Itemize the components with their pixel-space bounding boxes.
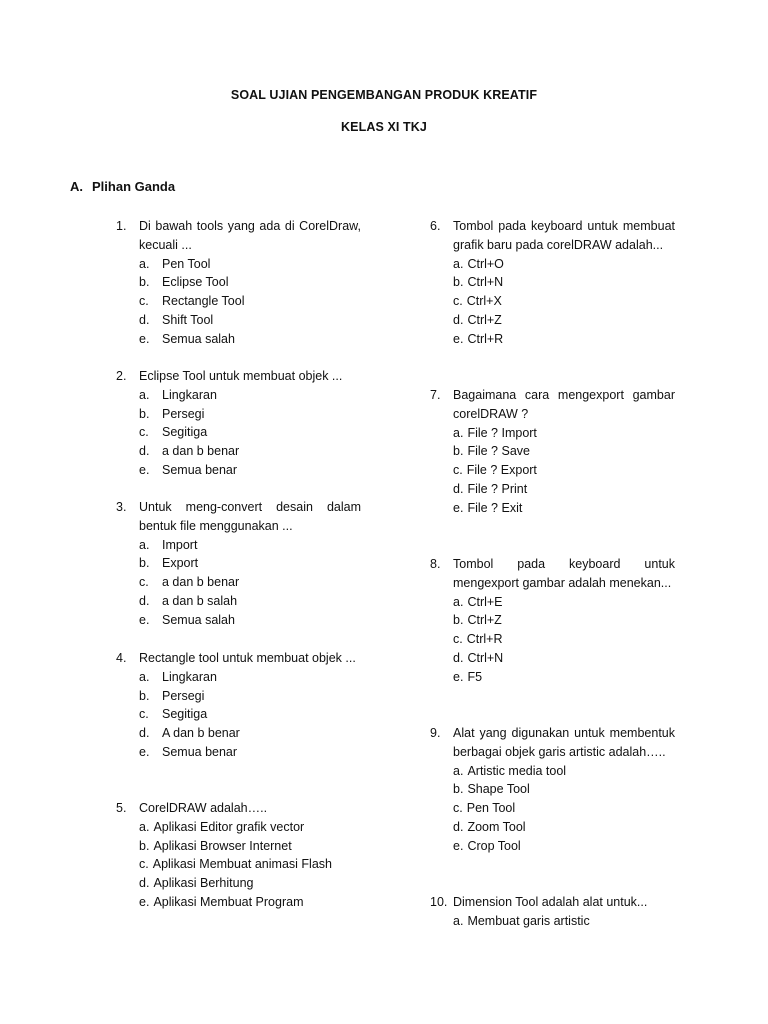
option-d: [139, 592, 361, 611]
option-text: Pen Tool: [162, 256, 211, 271]
option-letter: b.: [453, 275, 464, 290]
option-letter: c.: [453, 463, 463, 478]
question-number: 6.: [430, 219, 441, 233]
question-3: [116, 498, 361, 630]
option-letter: a.: [139, 669, 150, 684]
option-c: [139, 705, 361, 724]
option-letter: e.: [139, 744, 150, 759]
option-a: [453, 912, 675, 931]
option-c: [139, 423, 361, 442]
option-letter: c.: [453, 294, 463, 309]
question-1: [116, 217, 361, 349]
option-d: [453, 480, 675, 499]
option-letter: d.: [453, 819, 464, 834]
option-letter: b.: [139, 688, 150, 703]
option-e: [453, 330, 675, 349]
question-5: [116, 799, 361, 912]
question-6: [430, 217, 675, 349]
option-text: File ? Exit: [467, 500, 523, 515]
option-letter: b.: [139, 406, 150, 421]
option-b: [453, 273, 675, 292]
option-c: [453, 461, 675, 480]
question-text: Di bawah tools yang ada di CorelDraw, kecuali ...: [139, 219, 361, 252]
option-text: Segitiga: [162, 707, 208, 722]
option-d: [453, 649, 675, 668]
option-letter: c.: [139, 575, 149, 590]
option-text: Semua benar: [162, 462, 238, 477]
option-letter: a.: [139, 387, 150, 402]
option-letter: a.: [453, 425, 464, 440]
option-e: [139, 611, 361, 630]
option-letter: e.: [139, 331, 150, 346]
option-letter: c.: [453, 632, 463, 647]
option-letter: a.: [453, 256, 464, 271]
option-text: Persegi: [162, 406, 205, 421]
option-letter: c.: [139, 707, 149, 722]
option-a: [453, 255, 675, 274]
question-number: 7.: [430, 388, 441, 402]
option-letter: c.: [139, 425, 149, 440]
option-text: Aplikasi Editor grafik vector: [153, 819, 305, 834]
option-letter: b.: [139, 556, 150, 571]
option-a: [139, 668, 361, 687]
question-text: CorelDRAW adalah…..: [139, 801, 268, 815]
option-letter: b.: [139, 275, 150, 290]
option-letter: c.: [453, 801, 463, 816]
option-text: Zoom Tool: [467, 819, 526, 834]
option-b: [453, 611, 675, 630]
option-text: Ctrl+O: [467, 256, 504, 271]
option-c: [453, 799, 675, 818]
option-e: [139, 461, 361, 480]
option-a: [453, 762, 675, 781]
option-letter: e.: [453, 669, 464, 684]
option-letter: d.: [453, 650, 464, 665]
question-9: [430, 724, 675, 856]
option-text: File ? Print: [467, 481, 528, 496]
option-letter: e.: [139, 462, 150, 477]
option-c: [453, 630, 675, 649]
option-letter: d.: [139, 593, 150, 608]
option-text: Ctrl+X: [466, 294, 502, 309]
section-title: Plihan Ganda: [92, 179, 176, 194]
option-c: [139, 292, 361, 311]
option-text: Artistic media tool: [467, 763, 567, 778]
option-text: Shift Tool: [162, 312, 214, 327]
option-letter: d.: [139, 876, 150, 891]
option-text: Membuat garis artistic: [467, 913, 590, 928]
option-e: [139, 330, 361, 349]
option-b: [139, 405, 361, 424]
option-letter: e.: [453, 331, 464, 346]
option-letter: a.: [139, 819, 150, 834]
option-text: Pen Tool: [466, 801, 516, 816]
question-number: 10.: [430, 895, 448, 909]
option-letter: b.: [453, 444, 464, 459]
option-d: [139, 724, 361, 743]
option-text: a dan b salah: [162, 593, 238, 608]
option-d: [453, 818, 675, 837]
option-letter: d.: [139, 312, 150, 327]
section-heading: [70, 179, 175, 194]
option-e: [453, 668, 675, 687]
option-letter: b.: [453, 613, 464, 628]
option-text: A dan b benar: [162, 726, 240, 741]
option-text: Persegi: [162, 688, 205, 703]
option-c: [139, 855, 361, 874]
question-text: Dimension Tool adalah alat untuk...: [453, 895, 648, 909]
option-b: [453, 442, 675, 461]
option-letter: e.: [453, 500, 464, 515]
option-letter: d.: [453, 312, 464, 327]
question-text: Alat yang digunakan untuk membentuk berbagai objek garis artistic adalah…..: [453, 726, 675, 759]
option-text: Export: [162, 556, 199, 571]
question-number: 3.: [116, 500, 127, 514]
option-text: Crop Tool: [467, 838, 521, 853]
option-a: [453, 424, 675, 443]
option-letter: a.: [139, 537, 150, 552]
option-text: Aplikasi Browser Internet: [153, 838, 292, 853]
option-letter: b.: [453, 782, 464, 797]
option-text: Segitiga: [162, 425, 208, 440]
option-d: [139, 311, 361, 330]
option-c: [139, 573, 361, 592]
option-letter: d.: [139, 726, 150, 741]
question-number: 2.: [116, 369, 127, 383]
question-8: [430, 555, 675, 687]
option-text: File ? Save: [467, 444, 530, 459]
option-e: [139, 893, 361, 912]
option-text: Ctrl+R: [467, 331, 504, 346]
option-d: [453, 311, 675, 330]
option-b: [139, 687, 361, 706]
option-text: Rectangle Tool: [162, 294, 245, 309]
option-text: Import: [162, 537, 198, 552]
option-letter: d.: [139, 444, 150, 459]
option-text: File ? Import: [467, 425, 537, 440]
option-c: [453, 292, 675, 311]
option-e: [139, 743, 361, 762]
question-text: Bagaimana cara mengexport gambar corelDRAW ?: [453, 388, 675, 421]
question-number: 9.: [430, 726, 441, 740]
document-subtitle: KELAS XI TKJ: [341, 120, 427, 134]
option-letter: e.: [453, 838, 464, 853]
question-text: Eclipse Tool untuk membuat objek ...: [139, 369, 343, 383]
question-number: 1.: [116, 219, 127, 233]
question-text: Untuk meng-convert desain dalam bentuk file menggunakan ...: [139, 500, 361, 533]
section-letter: A.: [70, 179, 83, 194]
option-text: a dan b benar: [162, 575, 240, 590]
option-letter: d.: [453, 481, 464, 496]
option-text: a dan b benar: [162, 444, 240, 459]
option-a: [139, 386, 361, 405]
question-number: 8.: [430, 557, 441, 571]
option-text: Lingkaran: [162, 387, 217, 402]
option-text: F5: [467, 669, 483, 684]
question-2: [116, 367, 361, 480]
question-text: Rectangle tool untuk membuat objek ...: [139, 651, 356, 665]
option-text: Lingkaran: [162, 669, 217, 684]
option-text: Ctrl+N: [467, 650, 504, 665]
option-d: [139, 442, 361, 461]
option-text: Aplikasi Membuat animasi Flash: [152, 857, 332, 872]
option-letter: a.: [453, 913, 464, 928]
option-text: Ctrl+Z: [467, 613, 502, 628]
option-a: [139, 818, 361, 837]
option-b: [139, 837, 361, 856]
option-letter: e.: [139, 894, 150, 909]
option-text: Ctrl+Z: [467, 312, 502, 327]
option-b: [139, 554, 361, 573]
option-text: Aplikasi Berhitung: [153, 876, 254, 891]
question-10: [430, 893, 675, 931]
option-text: File ? Export: [466, 463, 537, 478]
option-b: [139, 273, 361, 292]
option-b: [453, 780, 675, 799]
option-letter: a.: [453, 763, 464, 778]
question-text: Tombol pada keyboard untuk membuat grafik baru pada corelDRAW adalah...: [453, 219, 675, 252]
option-text: Semua salah: [162, 331, 235, 346]
option-a: [139, 536, 361, 555]
option-letter: a.: [453, 594, 464, 609]
option-letter: c.: [139, 857, 149, 872]
option-text: Semua benar: [162, 744, 238, 759]
option-text: Ctrl+E: [467, 594, 503, 609]
question-4: [116, 649, 361, 762]
question-number: 5.: [116, 801, 127, 815]
option-text: Semua salah: [162, 612, 235, 627]
option-letter: e.: [139, 612, 150, 627]
option-text: Shape Tool: [467, 782, 530, 797]
option-d: [139, 874, 361, 893]
option-letter: c.: [139, 294, 149, 309]
option-text: Aplikasi Membuat Program: [153, 894, 304, 909]
option-a: [139, 255, 361, 274]
option-letter: a.: [139, 256, 150, 271]
option-text: Ctrl+N: [467, 275, 504, 290]
option-text: Ctrl+R: [466, 632, 503, 647]
question-number: 4.: [116, 651, 127, 665]
option-e: [453, 499, 675, 518]
option-e: [453, 837, 675, 856]
option-text: Eclipse Tool: [162, 275, 229, 290]
option-a: [453, 593, 675, 612]
option-letter: b.: [139, 838, 150, 853]
question-7: [430, 386, 675, 518]
question-text: Tombol pada keyboard untuk mengexport gambar adalah menekan...: [453, 557, 675, 590]
document-title: SOAL UJIAN PENGEMBANGAN PRODUK KREATIF: [230, 88, 538, 102]
